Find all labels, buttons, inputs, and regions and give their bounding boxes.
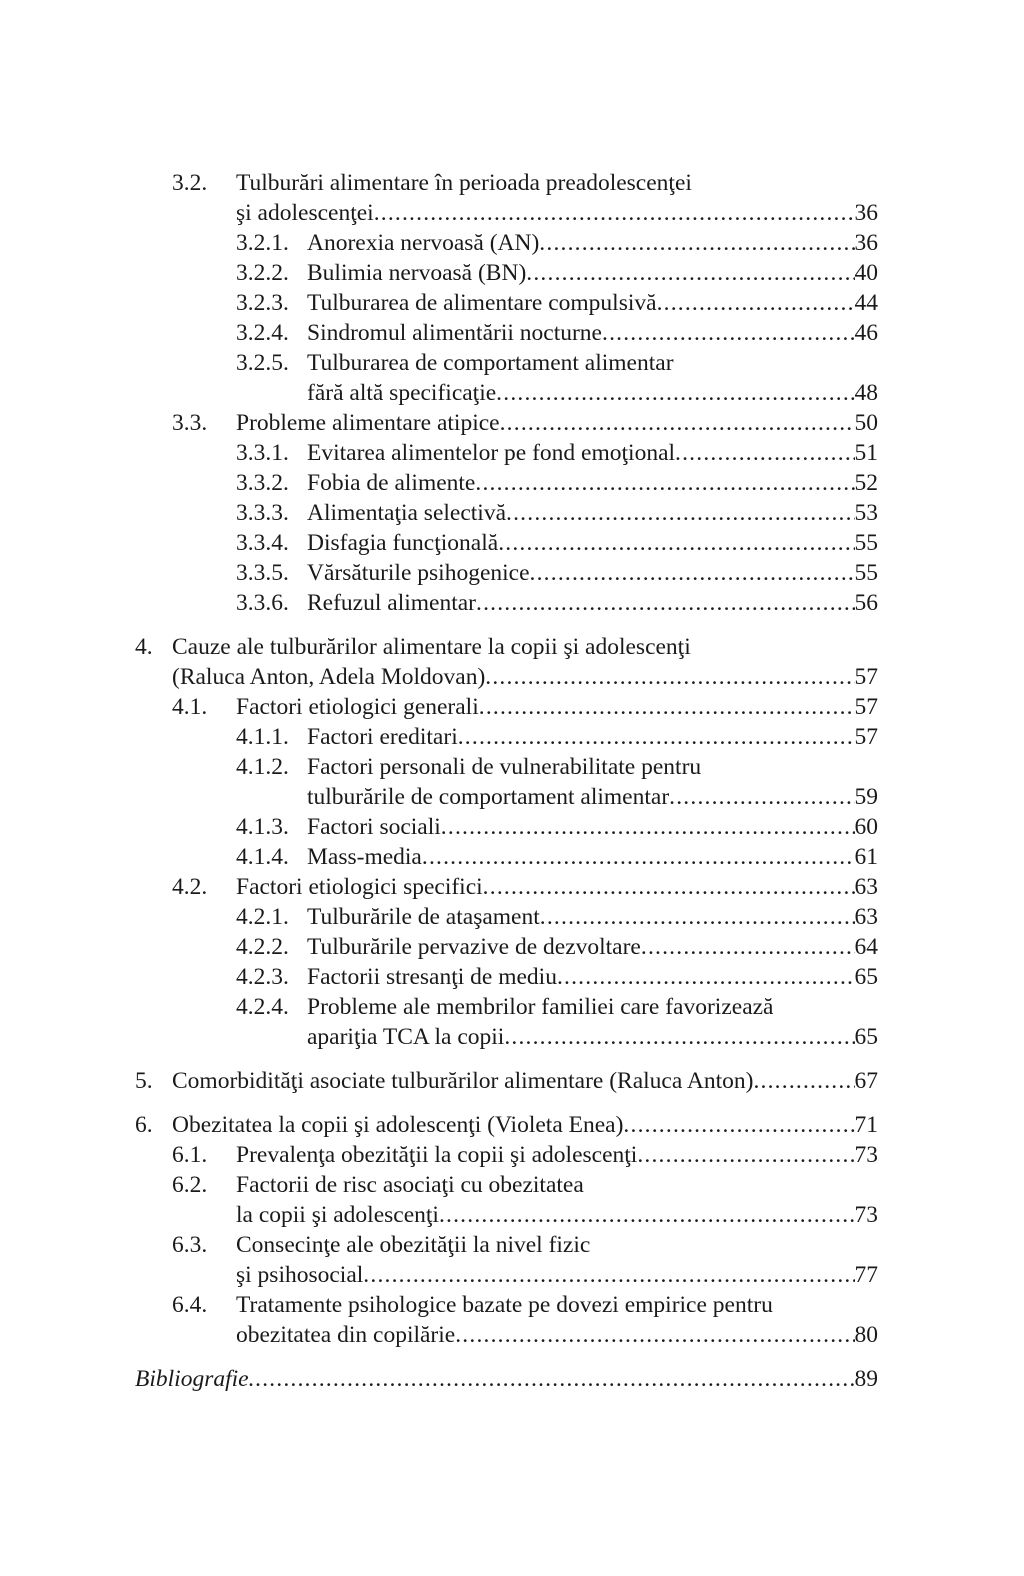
toc-entry-number: 3.2.4.: [236, 320, 289, 346]
dot-leader: [485, 662, 854, 692]
toc-entry[interactable]: [0, 962, 1024, 992]
toc-entry[interactable]: [0, 632, 1024, 662]
toc-entry-title: Factori etiologici generali: [236, 694, 479, 720]
toc-entry[interactable]: [0, 468, 1024, 498]
toc-page-number: 67: [854, 1068, 878, 1094]
toc-entry-number: 3.3.6.: [236, 590, 289, 616]
toc-entry-title: Tulburarea de comportament alimentar: [307, 350, 674, 376]
dot-leader: [374, 198, 855, 228]
toc-page-number: 57: [854, 664, 878, 690]
toc-entry-title: Fobia de alimente: [307, 470, 476, 496]
toc-page-number: 64: [854, 934, 878, 960]
dot-leader: [506, 498, 854, 528]
toc-page-number: 55: [854, 530, 878, 556]
toc-entry-title: Factori ereditari: [307, 724, 458, 750]
toc-entry-title: Factori personali de vulnerabilitate pentru: [307, 754, 702, 780]
toc-entry-number: 3.2.5.: [236, 350, 289, 376]
toc-entry-number: 4.1.2.: [236, 754, 289, 780]
dot-leader: [602, 318, 855, 348]
toc-page-number: 48: [854, 380, 878, 406]
dot-leader: [455, 1320, 854, 1350]
toc-entry-title: tulburările de comportament alimentar: [307, 784, 670, 810]
toc-entry-number: 4.1.4.: [236, 844, 289, 870]
toc-entry-title: Tulburări alimentare în perioada preadolescenţei: [236, 170, 692, 196]
toc-entry[interactable]: [0, 812, 1024, 842]
toc-entry-title: Vărsăturile psihogenice: [307, 560, 530, 586]
toc-entry-number: 3.2.2.: [236, 260, 289, 286]
dot-leader: [623, 1110, 854, 1140]
toc-entry-number: 4.2.3.: [236, 964, 289, 990]
toc-entry[interactable]: [0, 558, 1024, 588]
toc-entry[interactable]: [0, 1110, 1024, 1140]
toc-page-number: 59: [854, 784, 878, 810]
toc-entry-number: 4.1.1.: [236, 724, 289, 750]
toc-entry-title: Probleme ale membrilor familiei care favorizează: [307, 994, 774, 1020]
toc-entry-title: Factori etiologici specifici: [236, 874, 483, 900]
toc-entry-title: apariţia TCA la copii: [307, 1024, 505, 1050]
dot-leader: [363, 1260, 854, 1290]
toc-page-number: 46: [854, 320, 878, 346]
toc-page-number: 52: [854, 470, 878, 496]
toc-entry-number: 6.: [135, 1112, 153, 1138]
toc-entry-number: 3.3.1.: [236, 440, 289, 466]
dot-leader: [637, 1140, 854, 1170]
toc-entry[interactable]: [0, 992, 1024, 1022]
toc-entry-title: Factorii stresanţi de mediu: [307, 964, 557, 990]
toc-entry[interactable]: [0, 498, 1024, 528]
toc-entry-number: 6.1.: [172, 1142, 208, 1168]
toc-entry-number: 3.2.: [172, 170, 208, 196]
toc-entry[interactable]: [0, 872, 1024, 902]
toc-entry[interactable]: [0, 1320, 1024, 1350]
toc-entry[interactable]: [0, 378, 1024, 408]
dot-leader: [557, 962, 855, 992]
dot-leader: [496, 378, 854, 408]
toc-entry[interactable]: [0, 752, 1024, 782]
toc-page-number: 63: [854, 904, 878, 930]
toc-entry-title: Evitarea alimentelor pe fond emoţional: [307, 440, 676, 466]
toc-page-number: 63: [854, 874, 878, 900]
toc-entry-title: (Raluca Anton, Adela Moldovan): [172, 664, 486, 690]
dot-leader: [540, 902, 855, 932]
toc-entry[interactable]: [0, 902, 1024, 932]
toc-entry[interactable]: [0, 228, 1024, 258]
toc-entry-number: 3.3.3.: [236, 500, 289, 526]
dot-leader: [441, 812, 855, 842]
toc-entry-title: Refuzul alimentar: [307, 590, 476, 616]
toc-entry-title: Factorii de risc asociaţi cu obezitatea: [236, 1172, 584, 1198]
toc-entry-title: Cauze ale tulburărilor alimentare la copii şi adolescenţi: [172, 634, 691, 660]
toc-entry-title: Factori sociali: [307, 814, 441, 840]
toc-entry-number: 3.3.4.: [236, 530, 289, 556]
toc-entry-title: Bulimia nervoasă (BN): [307, 260, 527, 286]
toc-entry-title: Prevalenţa obezităţii la copii şi adolescenţi: [236, 1142, 638, 1168]
toc-entry[interactable]: [0, 1260, 1024, 1290]
dot-leader: [483, 872, 855, 902]
toc-entry-title: Bibliografie: [135, 1366, 249, 1392]
toc-entry[interactable]: [0, 1066, 1024, 1096]
dot-leader: [422, 842, 855, 872]
toc-page-number: 53: [854, 500, 878, 526]
toc-entry-title: Sindromul alimentării nocturne: [307, 320, 602, 346]
toc-entry-title: Probleme alimentare atipice: [236, 410, 500, 436]
toc-entry-title: Tulburarea de alimentare compulsivă: [307, 290, 657, 316]
toc-entry-title: Anorexia nervoasă (AN): [307, 230, 540, 256]
toc-entry-title: Obezitatea la copii şi adolescenţi (Violeta Enea): [172, 1112, 624, 1138]
toc-entry-number: 6.4.: [172, 1292, 208, 1318]
toc-entry[interactable]: [0, 1230, 1024, 1260]
toc-page-number: 80: [854, 1322, 878, 1348]
toc-page-number: 50: [854, 410, 878, 436]
dot-leader: [675, 438, 854, 468]
toc-entry[interactable]: [0, 168, 1024, 198]
toc-entry-number: 4.2.: [172, 874, 208, 900]
toc-entry-number: 6.3.: [172, 1232, 208, 1258]
dot-leader: [475, 468, 854, 498]
toc-page-number: 57: [854, 694, 878, 720]
toc-entry[interactable]: [0, 692, 1024, 722]
toc-page-number: 65: [854, 1024, 878, 1050]
toc-entry-number: 3.3.2.: [236, 470, 289, 496]
toc-page-number: 61: [854, 844, 878, 870]
dot-leader: [500, 408, 855, 438]
toc-entry[interactable]: [0, 722, 1024, 752]
toc-entry[interactable]: [0, 1022, 1024, 1052]
dot-leader: [539, 228, 854, 258]
toc-entry-title: Alimentaţia selectivă: [307, 500, 507, 526]
dot-leader: [657, 288, 855, 318]
dot-leader: [526, 258, 854, 288]
toc-entry[interactable]: [0, 662, 1024, 692]
toc-entry[interactable]: [0, 288, 1024, 318]
toc-page-number: 51: [854, 440, 878, 466]
toc-entry[interactable]: [0, 1364, 1024, 1394]
toc-entry-number: 5.: [135, 1068, 153, 1094]
toc-entry[interactable]: [0, 528, 1024, 558]
toc-entry[interactable]: [0, 1200, 1024, 1230]
toc-entry[interactable]: [0, 782, 1024, 812]
toc-page-number: 44: [854, 290, 878, 316]
toc-page-number: 73: [854, 1142, 878, 1168]
toc-entry[interactable]: [0, 198, 1024, 228]
toc-page-number: 57: [854, 724, 878, 750]
toc-entry-title: Tulburările de ataşament: [307, 904, 540, 930]
toc-entry[interactable]: [0, 258, 1024, 288]
dot-leader: [479, 692, 855, 722]
toc-entry[interactable]: [0, 932, 1024, 962]
toc-entry-number: 3.3.5.: [236, 560, 289, 586]
toc-entry-number: 4.1.: [172, 694, 208, 720]
toc-page-number: 36: [854, 230, 878, 256]
dot-leader: [504, 1022, 854, 1052]
dot-leader: [476, 588, 855, 618]
toc-entry-title: şi adolescenţei: [236, 200, 374, 226]
toc-entry[interactable]: [0, 408, 1024, 438]
toc-entry-number: 4.2.2.: [236, 934, 289, 960]
toc-entry[interactable]: [0, 318, 1024, 348]
toc-entry-title: la copii şi adolescenţi: [236, 1202, 439, 1228]
toc-entry-number: 6.2.: [172, 1172, 208, 1198]
toc-entry-title: Disfagia funcţională: [307, 530, 499, 556]
toc-entry-number: 3.2.1.: [236, 230, 289, 256]
toc-entry-number: 4.: [135, 634, 153, 660]
toc-entry-number: 3.2.3.: [236, 290, 289, 316]
toc-page-number: 73: [854, 1202, 878, 1228]
toc-entry-title: Comorbidităţi asociate tulburărilor alimentare (Raluca Anton): [172, 1068, 754, 1094]
toc-entry-title: Consecinţe ale obezităţii la nivel fizic: [236, 1232, 591, 1258]
toc-entry-title: Tratamente psihologice bazate pe dovezi empirice pentru: [236, 1292, 773, 1318]
toc-page-number: 89: [854, 1366, 878, 1392]
dot-leader: [498, 528, 854, 558]
toc-entry[interactable]: [0, 1170, 1024, 1200]
dot-leader: [530, 558, 855, 588]
toc-page-number: 71: [854, 1112, 878, 1138]
dot-leader: [458, 722, 855, 752]
toc-entry-number: 4.2.1.: [236, 904, 289, 930]
toc-entry-number: 4.2.4.: [236, 994, 289, 1020]
toc-entry-title: şi psihosocial: [236, 1262, 364, 1288]
toc-entry[interactable]: [0, 1290, 1024, 1320]
toc-page-number: 56: [854, 590, 878, 616]
toc-page-number: 77: [854, 1262, 878, 1288]
toc-page-number: 65: [854, 964, 878, 990]
toc-page-number: 60: [854, 814, 878, 840]
toc-entry-number: 3.3.: [172, 410, 208, 436]
toc-page-number: 55: [854, 560, 878, 586]
toc-page-number: 40: [854, 260, 878, 286]
dot-leader: [753, 1066, 854, 1096]
toc-entry-number: 4.1.3.: [236, 814, 289, 840]
toc-entry-title: obezitatea din copilărie: [236, 1322, 456, 1348]
dot-leader: [249, 1364, 855, 1394]
toc-entry-title: Tulburările pervazive de dezvoltare: [307, 934, 641, 960]
toc-entry[interactable]: [0, 348, 1024, 378]
toc-entry-title: fără altă specificaţie: [307, 380, 497, 406]
toc-entry[interactable]: [0, 438, 1024, 468]
dot-leader: [439, 1200, 855, 1230]
toc-page-number: 36: [854, 200, 878, 226]
toc-entry[interactable]: [0, 588, 1024, 618]
dot-leader: [669, 782, 854, 812]
toc-entry[interactable]: [0, 842, 1024, 872]
toc-entry-title: Mass-media: [307, 844, 422, 870]
dot-leader: [641, 932, 855, 962]
toc-entry[interactable]: [0, 1140, 1024, 1170]
